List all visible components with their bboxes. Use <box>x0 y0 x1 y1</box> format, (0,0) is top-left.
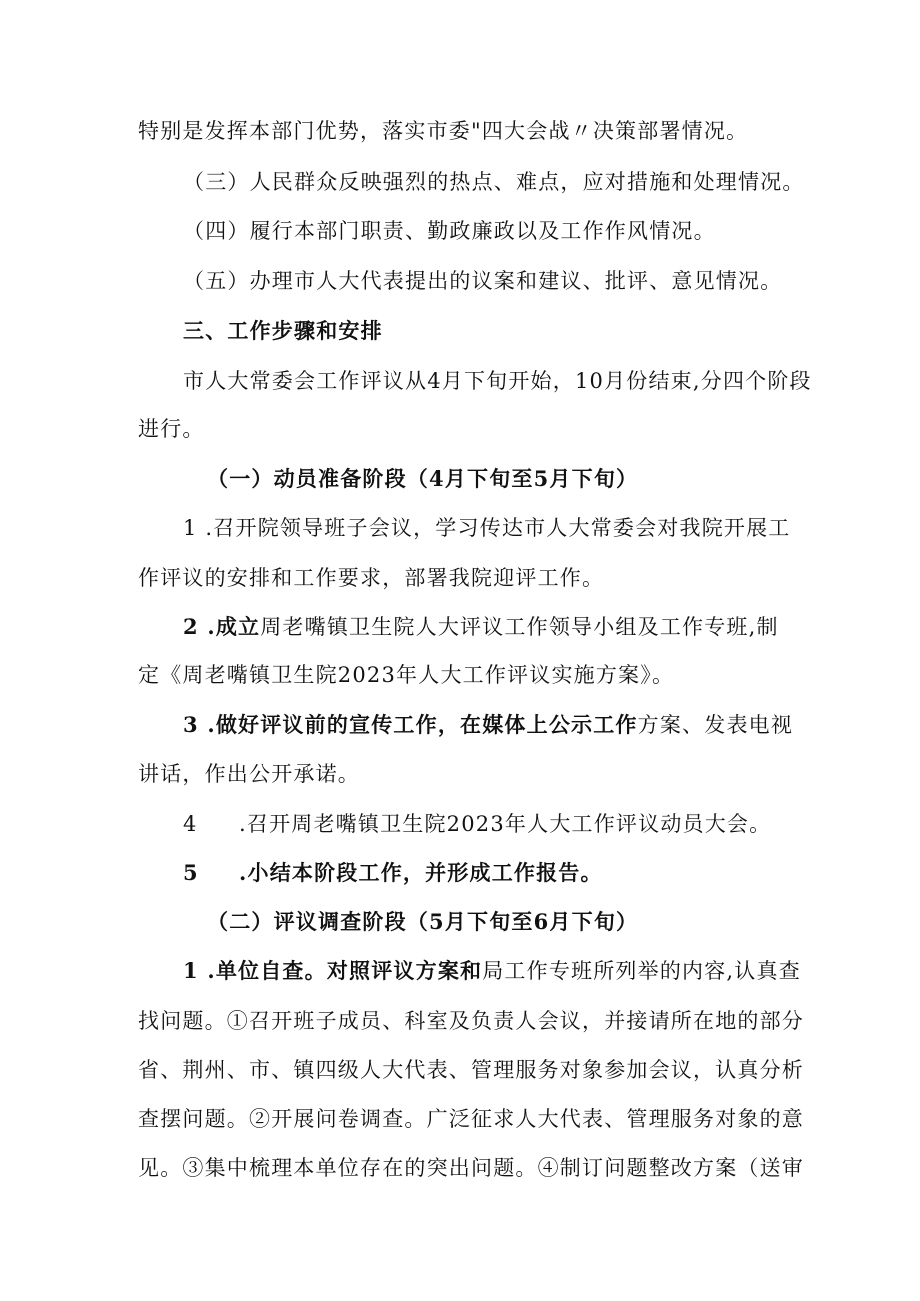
heading-text: （二）评议调查阶段（5月下旬至6月下旬） <box>207 909 639 934</box>
paragraph-line <box>0 1153 920 1183</box>
subsection-heading <box>0 464 920 494</box>
section-heading <box>0 316 920 346</box>
list-item-3 <box>0 167 920 197</box>
line-text: .召开周老嘴镇卫生院2023年人大工作评议动员大会。 <box>239 812 772 836</box>
item-number: 4 <box>183 812 198 836</box>
line-text: 局工作专班所列举的内容,认真查 <box>482 959 801 983</box>
line-text: 见。③集中梳理本单位存在的突出问题。④制订问题整改方案（送审 <box>138 1156 804 1180</box>
list-item <box>0 809 920 839</box>
heading-text: （一）动员准备阶段（4月下旬至5月下旬） <box>207 466 639 491</box>
line-text: 1 .召开院领导班子会议，学习传达市人大常委会对我院开展工 <box>183 516 791 540</box>
line-text: 查摆问题。②开展问卷调查。广泛征求人大代表、管理服务对象的意 <box>138 1107 804 1131</box>
paragraph-line <box>0 759 920 789</box>
line-text: 特别是发挥本部门优势，落实市委"四大会战〃决策部署情况。 <box>138 119 749 143</box>
bold-lead: 2 .成立 <box>183 614 261 639</box>
paragraph-line <box>0 563 920 593</box>
line-text: 周老嘴镇卫生院人大评议工作领导小组及工作专班,制 <box>260 615 779 639</box>
paragraph-line <box>0 116 920 146</box>
item-number: 5 <box>183 860 199 885</box>
line-text: （五）办理市人大代表提出的议案和建议、批评、意见情况。 <box>183 269 783 293</box>
line-text: .小结本阶段工作，并形成工作报告。 <box>239 860 603 885</box>
line-text: 作评议的安排和工作要求，部署我院迎评工作。 <box>138 566 605 590</box>
line-text: 方案、发表电视 <box>637 713 794 737</box>
subsection-heading <box>0 907 920 937</box>
paragraph-line <box>0 710 920 740</box>
paragraph-line <box>0 1104 920 1134</box>
heading-text: 三、工作步骤和安排 <box>183 318 383 343</box>
line-text: 省、荆州、市、镇四级人大代表、管理服务对象参加会议，认真分析 <box>138 1058 804 1082</box>
line-text: （四）履行本部门职责、勤政廉政以及工作作风情况。 <box>183 219 716 243</box>
paragraph-line <box>0 513 920 543</box>
line-text: 找问题。①召开班子成员、科室及负责人会议，并接请所在地的部分 <box>138 1009 804 1033</box>
line-text: 讲话，作出公开承诺。 <box>138 762 360 786</box>
paragraph-line <box>0 660 920 690</box>
paragraph-line <box>0 956 920 986</box>
bold-lead: 1 .单位自查。对照评议方案和 <box>183 958 483 983</box>
list-item <box>0 858 920 888</box>
paragraph-line <box>0 414 920 444</box>
line-text: 进行。 <box>138 417 205 441</box>
paragraph-line <box>0 1006 920 1036</box>
line-text: 定《周老嘴镇卫生院2023年人大工作评议实施方案》。 <box>138 663 675 687</box>
paragraph-line <box>0 366 920 396</box>
list-item-5 <box>0 266 920 296</box>
bold-lead: 3 .做好评议前的宣传工作，在媒体上公示工作 <box>183 712 638 737</box>
paragraph-line <box>0 612 920 642</box>
paragraph-line <box>0 1055 920 1085</box>
line-text: （三）人民群众反映强烈的热点、难点，应对措施和处理情况。 <box>183 170 805 194</box>
line-text: 市人大常委会工作评议从4月下旬开始，10月份结束,分四个阶段 <box>183 369 812 393</box>
list-item-4 <box>0 216 920 246</box>
